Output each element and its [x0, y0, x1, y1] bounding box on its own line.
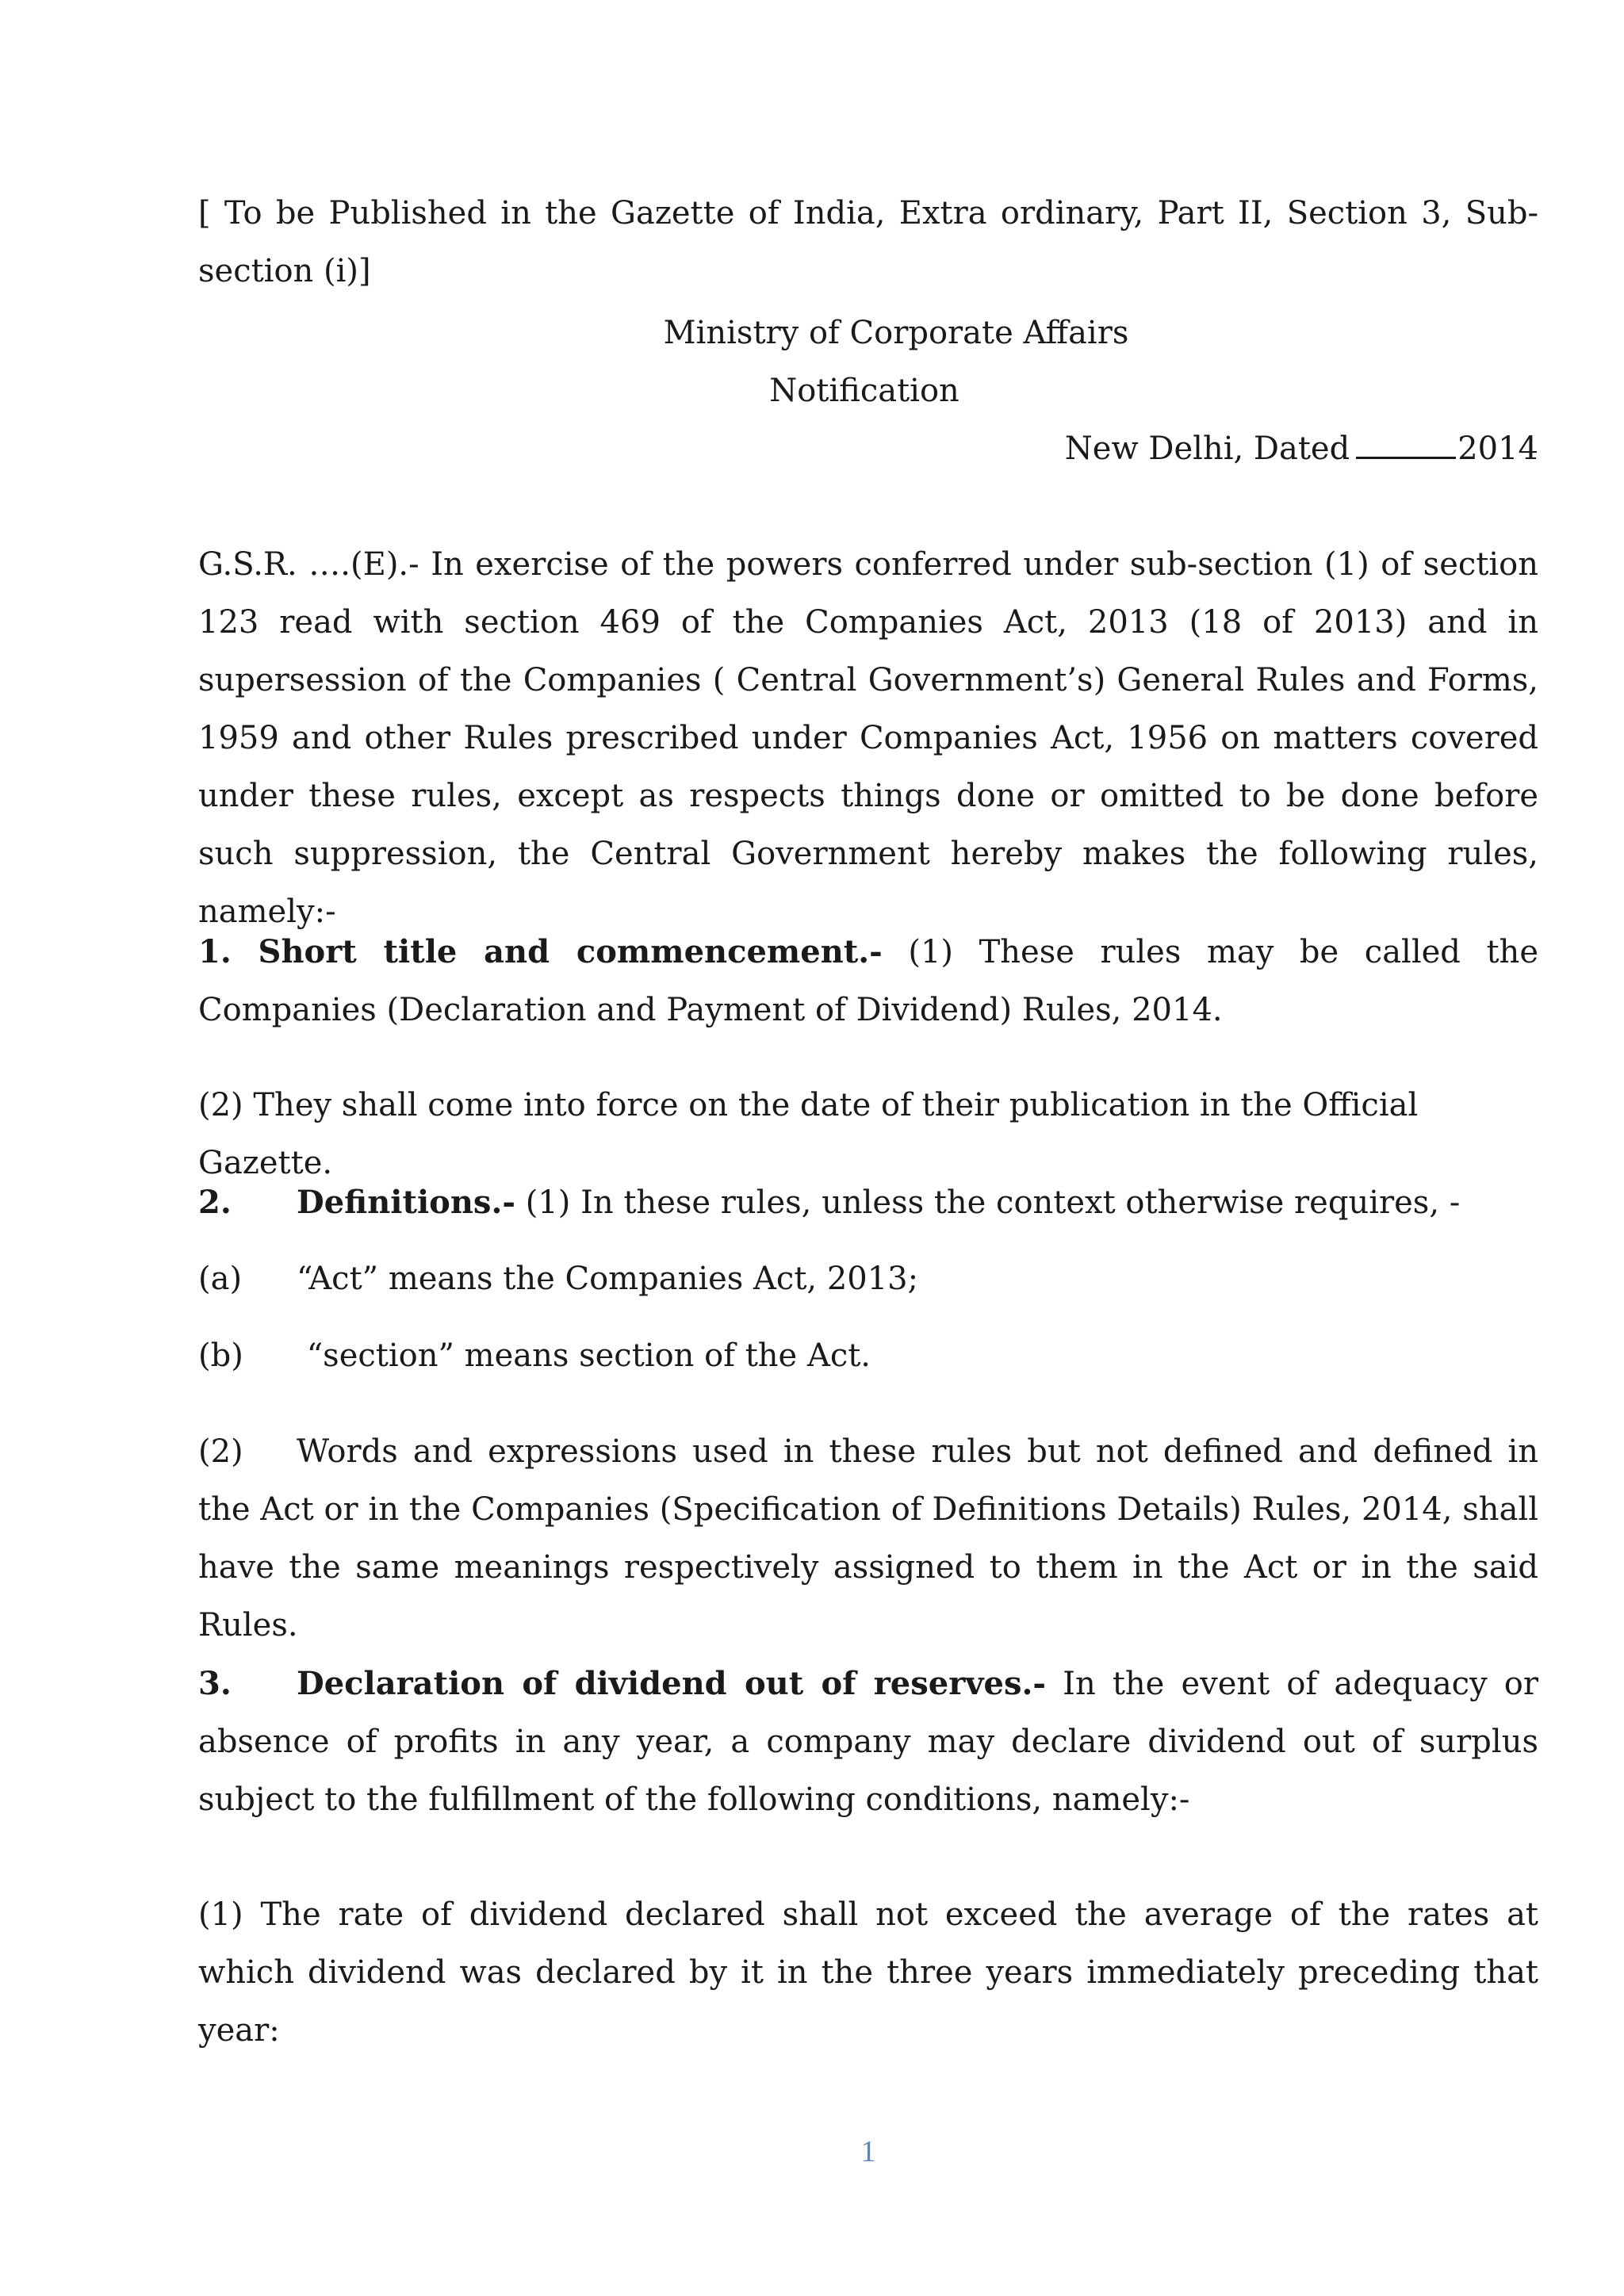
rule-3-number: 3. [198, 1665, 232, 1702]
date-blank-line [1356, 428, 1456, 459]
rule-1-paragraph [198, 923, 1538, 1039]
rule-3-text: In the event of adequacy or absence of profits in any year, a company may declare dividend out of surplus subject to the fulfillment of the following conditions, namely:- [198, 1666, 1538, 1818]
rule-2-sub-2-label: (2) [198, 1433, 243, 1470]
preamble-text: G.S.R. ….(E).- In exercise of the powers conferred under sub-section (1) of section 123 read with section 469 of the Companies Act, 2013 (18 of 2013) and in supersession of the Companies ( Central Government’s) General Rules and Forms, 1959 and other Rules prescribed under Companies Act, 1956 on matters covered under these rules, except as respects things done or omitted to be done before such suppression, the Central Government hereby makes the following rules, namely:- [198, 546, 1538, 930]
preamble-paragraph [198, 536, 1538, 941]
rule-1-text: (1) These rules may be called the Companies (Declaration and Payment of Dividend) Rules, 2014. [198, 934, 1538, 1028]
rule-2-item-b-label: (b) [198, 1337, 243, 1374]
gazette-line [198, 185, 1538, 300]
rule-3-sub-1-text: (1) The rate of dividend declared shall not exceed the average of the rates at which dividend was declared by it in the three years immediately preceding that year: [198, 1896, 1538, 2049]
dated-year: 2014 [1457, 430, 1538, 467]
rule-3-sub-1 [198, 1886, 1538, 2060]
notification-title [539, 362, 1189, 420]
notification-text: Notification [769, 373, 959, 409]
rule-2-heading: Definitions.- [297, 1184, 515, 1221]
rule-1-heading: 1. Short title and commencement.- [198, 933, 883, 970]
page-number: 1 [860, 2135, 876, 2168]
gazette-line-text: [ To be Published in the Gazette of India, Extra ordinary, Part II, Section 3, Sub-section (i)] [198, 195, 1538, 289]
rule-1-sub-2-text: (2) They shall come into force on the date of their publication in the Official Gazette. [198, 1087, 1419, 1181]
rule-2-item-a [198, 1250, 1538, 1308]
ministry-text: Ministry of Corporate Affairs [663, 315, 1129, 351]
dated-line [198, 420, 1538, 478]
rule-3-paragraph [198, 1655, 1538, 1829]
rule-2-item-a-label: (a) [198, 1261, 243, 1297]
dated-prefix: New Delhi, Dated [1064, 430, 1350, 467]
rule-2-item-b-text: “section” means section of the Act. [297, 1337, 871, 1374]
rule-2-heading-line [198, 1173, 1538, 1232]
rule-2-sub-2-text: Words and expressions used in these rules but not defined and defined in the Act or in the Companies (Specification of Definitions Details) Rules, 2014, shall have the same meanings respectively assigned to them in the Act or in the said Rules. [198, 1433, 1538, 1644]
rule-2-text: (1) In these rules, unless the context otherwise requires, - [515, 1184, 1461, 1221]
rule-2-sub-2 [198, 1423, 1538, 1655]
rule-2-number: 2. [198, 1184, 232, 1221]
rule-2-item-a-text: “Act” means the Companies Act, 2013; [297, 1261, 919, 1297]
rule-3-heading: Declaration of dividend out of reserves.- [297, 1665, 1047, 1702]
rule-2-item-b [198, 1327, 1538, 1385]
ministry-title [539, 304, 1253, 362]
